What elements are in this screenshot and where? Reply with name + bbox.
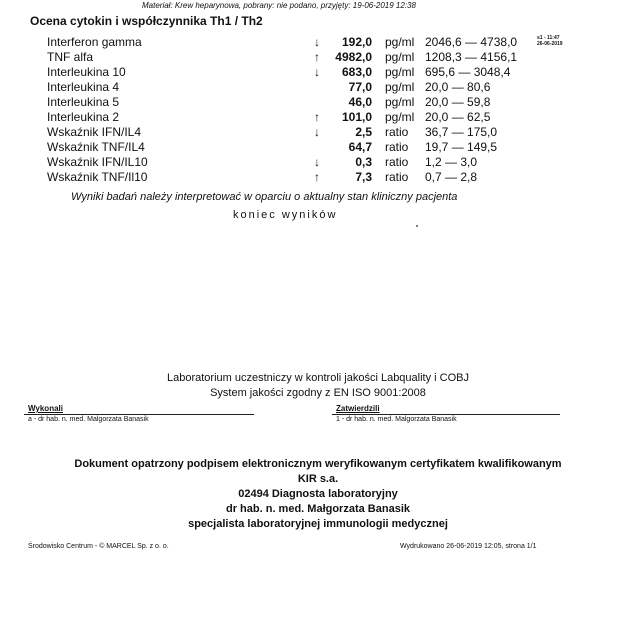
result-name: Interleukina 5 — [47, 95, 120, 109]
result-range: 1208,3 — 4156,1 — [425, 50, 518, 64]
result-name: Interleukina 2 — [47, 110, 120, 124]
stamp-line: 26-06-2019 — [537, 41, 563, 47]
section-title: Ocena cytokin i współczynnika Th1 / Th2 — [30, 14, 263, 28]
result-name: Interferon gamma — [47, 35, 142, 49]
iso-note: System jakości zgodny z EN ISO 9001:2008 — [210, 387, 426, 399]
result-unit: pg/ml — [385, 95, 415, 109]
result-name: Wskaźnik IFN/IL10 — [47, 155, 148, 169]
performed-divider — [24, 414, 254, 415]
result-row — [0, 65, 636, 80]
result-row — [0, 155, 636, 170]
result-row — [0, 170, 636, 185]
result-value: 46,0 — [348, 95, 372, 109]
result-name: Wskaźnik TNF/IL4 — [47, 140, 145, 154]
result-range: 695,6 — 3048,4 — [425, 65, 511, 79]
stamp-line: s1 - 11:47 — [537, 35, 560, 41]
result-range: 19,7 — 149,5 — [425, 140, 498, 154]
footer-software: Środowisko Centrum - © MARCEL Sp. z o. o. — [28, 543, 169, 550]
result-unit: ratio — [385, 155, 409, 169]
result-unit: pg/ml — [385, 110, 415, 124]
flag-icon: ↑ — [314, 170, 320, 184]
result-range: 20,0 — 59,8 — [425, 95, 491, 109]
result-unit: ratio — [385, 170, 409, 184]
result-name: Interleukina 4 — [47, 80, 120, 94]
result-unit: pg/ml — [385, 80, 415, 94]
signer-name: dr hab. n. med. Małgorzata Banasik — [226, 503, 410, 515]
result-value: 2,5 — [355, 125, 372, 139]
result-unit: pg/ml — [385, 50, 415, 64]
result-value: 4982,0 — [335, 50, 372, 64]
result-row — [0, 35, 636, 50]
signer-id: 02494 Diagnosta laboratoryjny — [238, 488, 398, 500]
result-value: 7,3 — [355, 170, 372, 184]
result-range: 1,2 — 3,0 — [425, 155, 478, 169]
performed-name: a - dr hab. n. med. Malgorzata Banasik — [28, 416, 149, 423]
signer-title: specjalista laboratoryjnej immunologii medycznej — [188, 518, 448, 530]
result-name: Wskaźnik IFN/IL4 — [47, 125, 142, 139]
result-range: 20,0 — 80,6 — [425, 80, 491, 94]
result-name: Wskaźnik TNF/Il10 — [47, 170, 148, 184]
result-range: 20,0 — 62,5 — [425, 110, 491, 124]
result-range: 2046,6 — 4738,0 — [425, 35, 518, 49]
result-name: Interleukina 10 — [47, 65, 126, 79]
certificate-statement: Dokument opatrzony podpisem elektronicznym weryfikowanym certyfikatem kwalifikowanym — [74, 458, 562, 470]
result-unit: ratio — [385, 125, 409, 139]
result-row — [0, 50, 636, 65]
flag-icon: ↓ — [314, 65, 320, 79]
result-range: 36,7 — 175,0 — [425, 125, 498, 139]
result-unit: pg/ml — [385, 65, 415, 79]
certificate-issuer: KIR s.a. — [297, 473, 339, 485]
approved-name: 1 - dr hab. n. med. Malgorzata Banasik — [336, 416, 457, 423]
end-of-results: koniec wyników — [233, 209, 338, 221]
flag-icon: ↑ — [314, 50, 320, 64]
result-value: 0,3 — [355, 155, 372, 169]
material-info: Materiał: Krew heparynowa, pobrany: nie podano, przyjęty: 19-06-2019 12:38 — [142, 1, 416, 10]
result-row — [0, 80, 636, 95]
result-value: 683,0 — [341, 65, 372, 79]
flag-icon: ↑ — [314, 110, 320, 124]
lab-quality-note: Laboratorium uczestniczy w kontroli jakości Labquality i COBJ — [166, 372, 470, 384]
result-value: 77,0 — [348, 80, 372, 94]
result-value: 64,7 — [348, 140, 372, 154]
speck — [416, 225, 418, 227]
interpretation-note: Wyniki badań należy interpretować w oparciu o aktualny stan kliniczny pacjenta — [71, 191, 458, 203]
result-name: TNF alfa — [47, 50, 94, 64]
result-value: 192,0 — [341, 35, 372, 49]
result-range: 0,7 — 2,8 — [425, 170, 478, 184]
flag-icon: ↓ — [314, 155, 320, 169]
result-value: 101,0 — [341, 110, 372, 124]
result-unit: ratio — [385, 140, 409, 154]
result-row — [0, 140, 636, 155]
approved-divider — [332, 414, 560, 415]
approved-label: Zatwierdzili — [336, 404, 380, 413]
flag-icon: ↓ — [314, 125, 320, 139]
result-row — [0, 125, 636, 140]
result-row — [0, 95, 636, 110]
performed-label: Wykonali — [28, 404, 63, 413]
result-row — [0, 110, 636, 125]
flag-icon: ↓ — [314, 35, 320, 49]
footer-printed: Wydrukowano 26-06-2019 12:05, strona 1/1 — [400, 543, 537, 550]
result-unit: pg/ml — [385, 35, 415, 49]
